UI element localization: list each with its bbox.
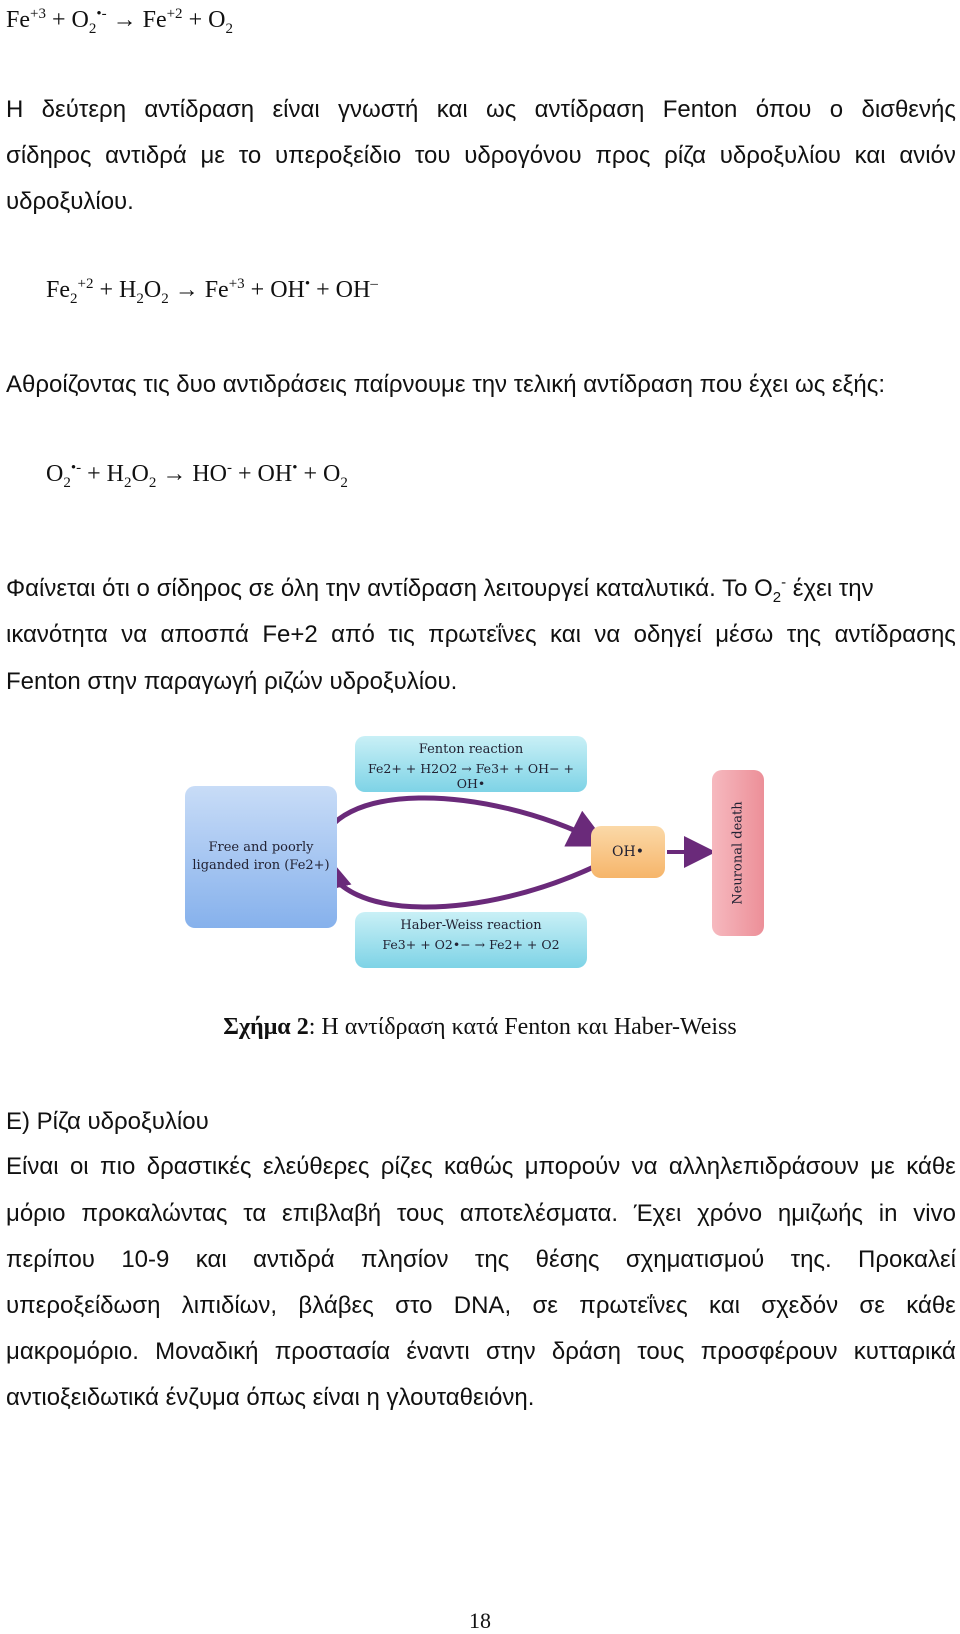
word: ελεύθερες — [262, 1153, 370, 1180]
para4-line6: αντιοξειδωτικά ένζυμα όπως είναι η γλουταθειόνη. — [6, 1384, 535, 1411]
word: υπεροξείδωση — [6, 1292, 161, 1319]
figure-caption — [0, 1015, 960, 1039]
word: να — [121, 621, 148, 648]
word: προσφέρουν — [700, 1338, 838, 1365]
word: vivo — [913, 1200, 956, 1227]
word: αποσπά — [160, 621, 249, 648]
word: οι — [69, 1153, 89, 1180]
arrow-iron-to-fenton — [320, 798, 600, 850]
word: προστασία — [274, 1338, 391, 1365]
word: κάθε — [906, 1153, 956, 1180]
word: της. — [790, 1246, 832, 1273]
word: τους — [396, 1200, 445, 1227]
word: του — [414, 142, 451, 169]
word: βλάβες — [298, 1292, 374, 1319]
word: ημιζωής — [777, 1200, 863, 1227]
iron-line2: liganded iron (Fe2+) — [192, 858, 330, 873]
word: κυτταρικά — [853, 1338, 956, 1365]
word: Fenton — [662, 96, 738, 123]
fenton-title: Fenton reaction — [418, 742, 524, 757]
fenton-reaction-box — [355, 736, 587, 792]
word: πρωτεΐνες — [428, 621, 537, 648]
word: μέσω — [715, 621, 774, 648]
word: δραστικές — [146, 1153, 252, 1180]
word: και — [436, 96, 468, 123]
para3-line1: Φαίνεται ότι ο σίδηρος σε όλη την αντίδραση λειτουργεί καταλυτικά. Το $O_2^-$ έχει την — [6, 574, 874, 606]
word: Η — [6, 96, 24, 123]
word: στην — [486, 1338, 536, 1365]
word: προς — [595, 142, 651, 169]
word: Μοναδική — [155, 1338, 259, 1365]
para3-line2 — [6, 623, 956, 647]
word: αντιδρά — [253, 1246, 335, 1273]
iron-line1: Free and poorly — [208, 839, 314, 855]
word: ο — [829, 96, 844, 123]
arrow-haber-to-iron — [325, 860, 600, 907]
word: επιβλαβή — [282, 1200, 382, 1227]
para3-line3: Fenton στην παραγωγή ριζών υδροξυλίου. — [6, 668, 458, 695]
word: Προκαλεί — [858, 1246, 956, 1273]
word: πιο — [100, 1153, 136, 1180]
para2: Αθροίζοντας τις δυο αντιδράσεις παίρνουμε την τελική αντίδραση που έχει ως εξής: — [6, 371, 885, 398]
word: όπου — [755, 96, 812, 123]
iron-box — [185, 786, 337, 928]
word: τις — [388, 621, 415, 648]
neuronal-death-box — [712, 770, 764, 936]
section-heading: Ε) Ρίζα υδροξυλίου — [6, 1108, 209, 1135]
equation-1: $Fe^{+3} + O_2^{•-} \to Fe^{+2} + O_2$ — [6, 6, 233, 37]
caption-label: Σχήμα 2 — [223, 1014, 309, 1040]
word: δεύτερη — [41, 96, 127, 123]
word: in — [878, 1200, 898, 1227]
word: να — [631, 1153, 658, 1180]
word: Fe+2 — [262, 621, 318, 648]
fenton-equation: Fe2+ + H2O2 → Fe3+ + OH− + OH• — [367, 761, 574, 791]
word: υπεροξείδιο — [274, 142, 402, 169]
word: 10-9 — [121, 1246, 170, 1273]
word: της — [786, 621, 822, 648]
word: το — [238, 142, 262, 169]
equation-3: $O_2^{•-} + H_2O_2 \to HO^- + OH^• + O_2$ — [46, 460, 348, 491]
word: τα — [243, 1200, 267, 1227]
word: έναντι — [406, 1338, 470, 1365]
word: DNA, — [453, 1292, 512, 1319]
word: οδηγεί — [633, 621, 702, 648]
word: μπορούν — [524, 1153, 621, 1180]
word: μόριο — [6, 1200, 66, 1227]
word: καθώς — [444, 1153, 514, 1180]
haber-title: Haber-Weiss reaction — [400, 918, 542, 933]
word: τους — [637, 1338, 685, 1365]
word: είναι — [272, 96, 320, 123]
caption-text: : Η αντίδραση κατά Fenton και Haber-Weiss — [308, 1014, 737, 1040]
word: και — [195, 1246, 227, 1273]
word: μακρομόριο. — [6, 1338, 139, 1365]
para1-line3: υδροξυλίου. — [6, 188, 134, 215]
word: σχηματισμού — [625, 1246, 765, 1273]
haber-equation: Fe3+ + O2•− → Fe2+ + O2 — [382, 937, 560, 952]
para4-line5 — [6, 1340, 956, 1364]
word: και — [550, 621, 581, 648]
word: γνωστή — [338, 96, 419, 123]
word: ανιόν — [899, 142, 956, 169]
word: Έχει — [633, 1200, 682, 1227]
para4-line2 — [6, 1202, 956, 1226]
word: σχεδόν — [761, 1292, 839, 1319]
word: υδρογόνου — [464, 142, 582, 169]
word: ως — [485, 96, 517, 123]
word: σε — [859, 1292, 885, 1319]
word: στο — [395, 1292, 433, 1319]
oh-label: OH• — [612, 844, 644, 860]
word: περίπου — [6, 1246, 95, 1273]
word: αντίδρασης — [834, 621, 956, 648]
hydroxyl-radical-box — [591, 826, 665, 878]
word: με — [200, 142, 225, 169]
word: ρίζα — [664, 142, 707, 169]
word: να — [594, 621, 621, 648]
word: δισθενής — [861, 96, 956, 123]
para4-line3 — [6, 1248, 956, 1272]
word: αποτελέσματα. — [459, 1200, 619, 1227]
word: αντιδρά — [105, 142, 187, 169]
word: και — [709, 1292, 740, 1319]
page-number: 18 — [469, 1608, 491, 1633]
para1-line2 — [6, 144, 956, 168]
word: χρόνο — [697, 1200, 763, 1227]
neuronal-death-label: Neuronal death — [730, 801, 746, 905]
equation-2: $Fe_2^{+2} + H_2O_2 \to Fe^{+3} + OH^• + OH^-$ — [46, 276, 378, 307]
word: από — [331, 621, 375, 648]
word: με — [870, 1153, 895, 1180]
word: δράση — [551, 1338, 621, 1365]
fenton-haber-weiss-figure — [180, 732, 780, 978]
word: Είναι — [6, 1153, 59, 1180]
word: υδροξυλίου — [719, 142, 841, 169]
word: πλησίον — [361, 1246, 449, 1273]
word: ικανότητα — [6, 621, 108, 648]
word: αλληλεπιδράσουν — [668, 1153, 859, 1180]
word: κάθε — [906, 1292, 956, 1319]
word: ρίζες — [380, 1153, 433, 1180]
word: προκαλώντας — [81, 1200, 228, 1227]
para4-line1 — [6, 1155, 956, 1179]
word: λιπιδίων, — [181, 1292, 278, 1319]
word: και — [854, 142, 886, 169]
word: αντίδραση — [534, 96, 645, 123]
word: θέσης — [535, 1246, 600, 1273]
word: της — [474, 1246, 510, 1273]
word: πρωτεΐνες — [579, 1292, 688, 1319]
word: σίδηρος — [6, 142, 92, 169]
word: σε — [532, 1292, 558, 1319]
para4-line4 — [6, 1294, 956, 1318]
word: αντίδραση — [144, 96, 255, 123]
para1-line1 — [6, 98, 956, 122]
haber-weiss-box — [355, 912, 587, 968]
